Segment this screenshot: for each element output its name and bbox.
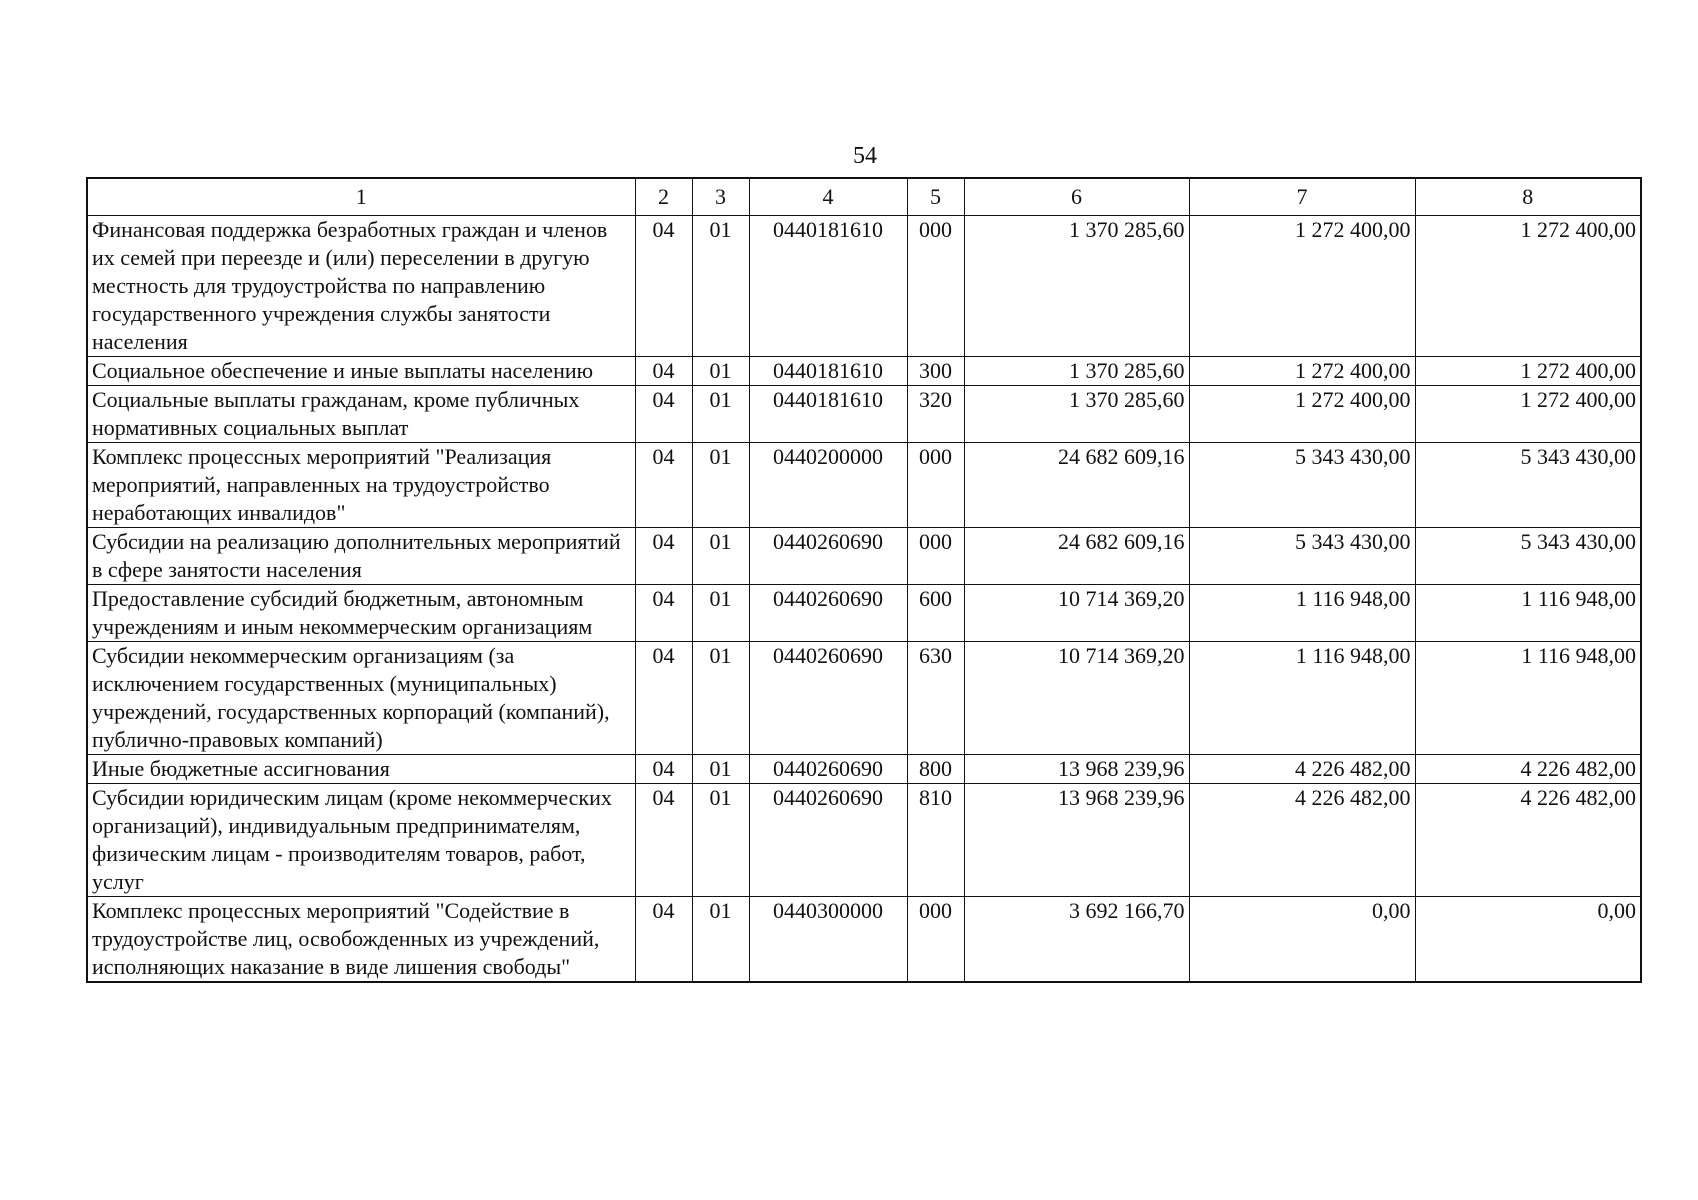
row-target-code: 0440181610 xyxy=(749,386,907,443)
row-name: Субсидии на реализацию дополнительных мероприятий в сфере занятости населения xyxy=(87,528,635,585)
row-amount-6: 13 968 239,96 xyxy=(964,755,1189,784)
row-section: 04 xyxy=(635,585,692,642)
row-amount-6: 10 714 369,20 xyxy=(964,585,1189,642)
row-subsection: 01 xyxy=(692,784,749,897)
row-target-code: 0440260690 xyxy=(749,784,907,897)
table-row xyxy=(87,784,1641,897)
table-row xyxy=(87,528,1641,585)
row-target-code: 0440260690 xyxy=(749,585,907,642)
header-cell-5: 5 xyxy=(907,178,964,216)
row-amount-8: 4 226 482,00 xyxy=(1415,755,1641,784)
row-section: 04 xyxy=(635,386,692,443)
table-row xyxy=(87,357,1641,386)
row-name: Иные бюджетные ассигнования xyxy=(87,755,635,784)
row-amount-7: 1 116 948,00 xyxy=(1189,585,1415,642)
header-cell-3: 3 xyxy=(692,178,749,216)
row-section: 04 xyxy=(635,443,692,528)
row-name: Социальные выплаты гражданам, кроме публичных нормативных социальных выплат xyxy=(87,386,635,443)
budget-table xyxy=(86,177,1642,983)
row-expense-type: 800 xyxy=(907,755,964,784)
row-target-code: 0440181610 xyxy=(749,357,907,386)
row-amount-8: 5 343 430,00 xyxy=(1415,528,1641,585)
row-amount-6: 1 370 285,60 xyxy=(964,216,1189,357)
table-row xyxy=(87,897,1641,983)
row-amount-7: 1 272 400,00 xyxy=(1189,386,1415,443)
table-row xyxy=(87,386,1641,443)
row-amount-7: 5 343 430,00 xyxy=(1189,528,1415,585)
row-amount-8: 5 343 430,00 xyxy=(1415,443,1641,528)
row-amount-6: 24 682 609,16 xyxy=(964,528,1189,585)
header-cell-2: 2 xyxy=(635,178,692,216)
table-row xyxy=(87,585,1641,642)
row-expense-type: 630 xyxy=(907,642,964,755)
header-cell-4: 4 xyxy=(749,178,907,216)
row-expense-type: 000 xyxy=(907,216,964,357)
row-amount-8: 0,00 xyxy=(1415,897,1641,983)
row-target-code: 0440260690 xyxy=(749,642,907,755)
row-expense-type: 810 xyxy=(907,784,964,897)
row-amount-8: 1 116 948,00 xyxy=(1415,642,1641,755)
row-amount-7: 1 272 400,00 xyxy=(1189,357,1415,386)
row-subsection: 01 xyxy=(692,357,749,386)
row-target-code: 0440300000 xyxy=(749,897,907,983)
row-target-code: 0440200000 xyxy=(749,443,907,528)
row-target-code: 0440181610 xyxy=(749,216,907,357)
row-amount-8: 4 226 482,00 xyxy=(1415,784,1641,897)
table-row xyxy=(87,443,1641,528)
row-name: Субсидии некоммерческим организациям (за исключением государственных (муниципальных) учреждений, государственных корпораций (компаний), публично-правовых компаний) xyxy=(87,642,635,755)
row-section: 04 xyxy=(635,897,692,983)
row-amount-6: 1 370 285,60 xyxy=(964,386,1189,443)
row-subsection: 01 xyxy=(692,642,749,755)
row-amount-7: 1 272 400,00 xyxy=(1189,216,1415,357)
row-section: 04 xyxy=(635,755,692,784)
header-cell-6: 6 xyxy=(964,178,1189,216)
row-amount-7: 4 226 482,00 xyxy=(1189,755,1415,784)
row-subsection: 01 xyxy=(692,528,749,585)
row-expense-type: 320 xyxy=(907,386,964,443)
row-amount-7: 1 116 948,00 xyxy=(1189,642,1415,755)
table-row xyxy=(87,755,1641,784)
row-name: Субсидии юридическим лицам (кроме некоммерческих организаций), индивидуальным предпринимателям, физическим лицам - производителям товаров, работ, услуг xyxy=(87,784,635,897)
row-amount-8: 1 272 400,00 xyxy=(1415,216,1641,357)
row-amount-8: 1 272 400,00 xyxy=(1415,386,1641,443)
row-expense-type: 000 xyxy=(907,528,964,585)
row-subsection: 01 xyxy=(692,443,749,528)
row-subsection: 01 xyxy=(692,386,749,443)
row-amount-7: 0,00 xyxy=(1189,897,1415,983)
header-cell-7: 7 xyxy=(1189,178,1415,216)
page-number: 54 xyxy=(853,143,877,169)
row-subsection: 01 xyxy=(692,216,749,357)
row-subsection: 01 xyxy=(692,897,749,983)
row-name: Социальное обеспечение и иные выплаты населению xyxy=(87,357,635,386)
header-row xyxy=(87,178,1641,216)
row-amount-6: 10 714 369,20 xyxy=(964,642,1189,755)
row-target-code: 0440260690 xyxy=(749,528,907,585)
row-section: 04 xyxy=(635,216,692,357)
row-expense-type: 300 xyxy=(907,357,964,386)
row-expense-type: 000 xyxy=(907,897,964,983)
row-section: 04 xyxy=(635,642,692,755)
row-amount-6: 13 968 239,96 xyxy=(964,784,1189,897)
table-row xyxy=(87,642,1641,755)
header-cell-1: 1 xyxy=(87,178,635,216)
row-amount-6: 1 370 285,60 xyxy=(964,357,1189,386)
row-target-code: 0440260690 xyxy=(749,755,907,784)
row-amount-7: 4 226 482,00 xyxy=(1189,784,1415,897)
table-row xyxy=(87,216,1641,357)
row-amount-8: 1 272 400,00 xyxy=(1415,357,1641,386)
header-cell-8: 8 xyxy=(1415,178,1641,216)
row-name: Предоставление субсидий бюджетным, автономным учреждениям и иным некоммерческим организациям xyxy=(87,585,635,642)
row-amount-6: 3 692 166,70 xyxy=(964,897,1189,983)
row-name: Финансовая поддержка безработных граждан и членов их семей при переезде и (или) переселении в другую местность для трудоустройства по направлению государственного учреждения службы занятости населения xyxy=(87,216,635,357)
row-amount-8: 1 116 948,00 xyxy=(1415,585,1641,642)
row-section: 04 xyxy=(635,357,692,386)
row-subsection: 01 xyxy=(692,755,749,784)
row-name: Комплекс процессных мероприятий "Содействие в трудоустройстве лиц, освобожденных из учреждений, исполняющих наказание в виде лишения свободы" xyxy=(87,897,635,983)
row-expense-type: 600 xyxy=(907,585,964,642)
row-expense-type: 000 xyxy=(907,443,964,528)
row-amount-6: 24 682 609,16 xyxy=(964,443,1189,528)
row-amount-7: 5 343 430,00 xyxy=(1189,443,1415,528)
row-subsection: 01 xyxy=(692,585,749,642)
row-section: 04 xyxy=(635,528,692,585)
row-section: 04 xyxy=(635,784,692,897)
row-name: Комплекс процессных мероприятий "Реализация мероприятий, направленных на трудоустройство неработающих инвалидов" xyxy=(87,443,635,528)
